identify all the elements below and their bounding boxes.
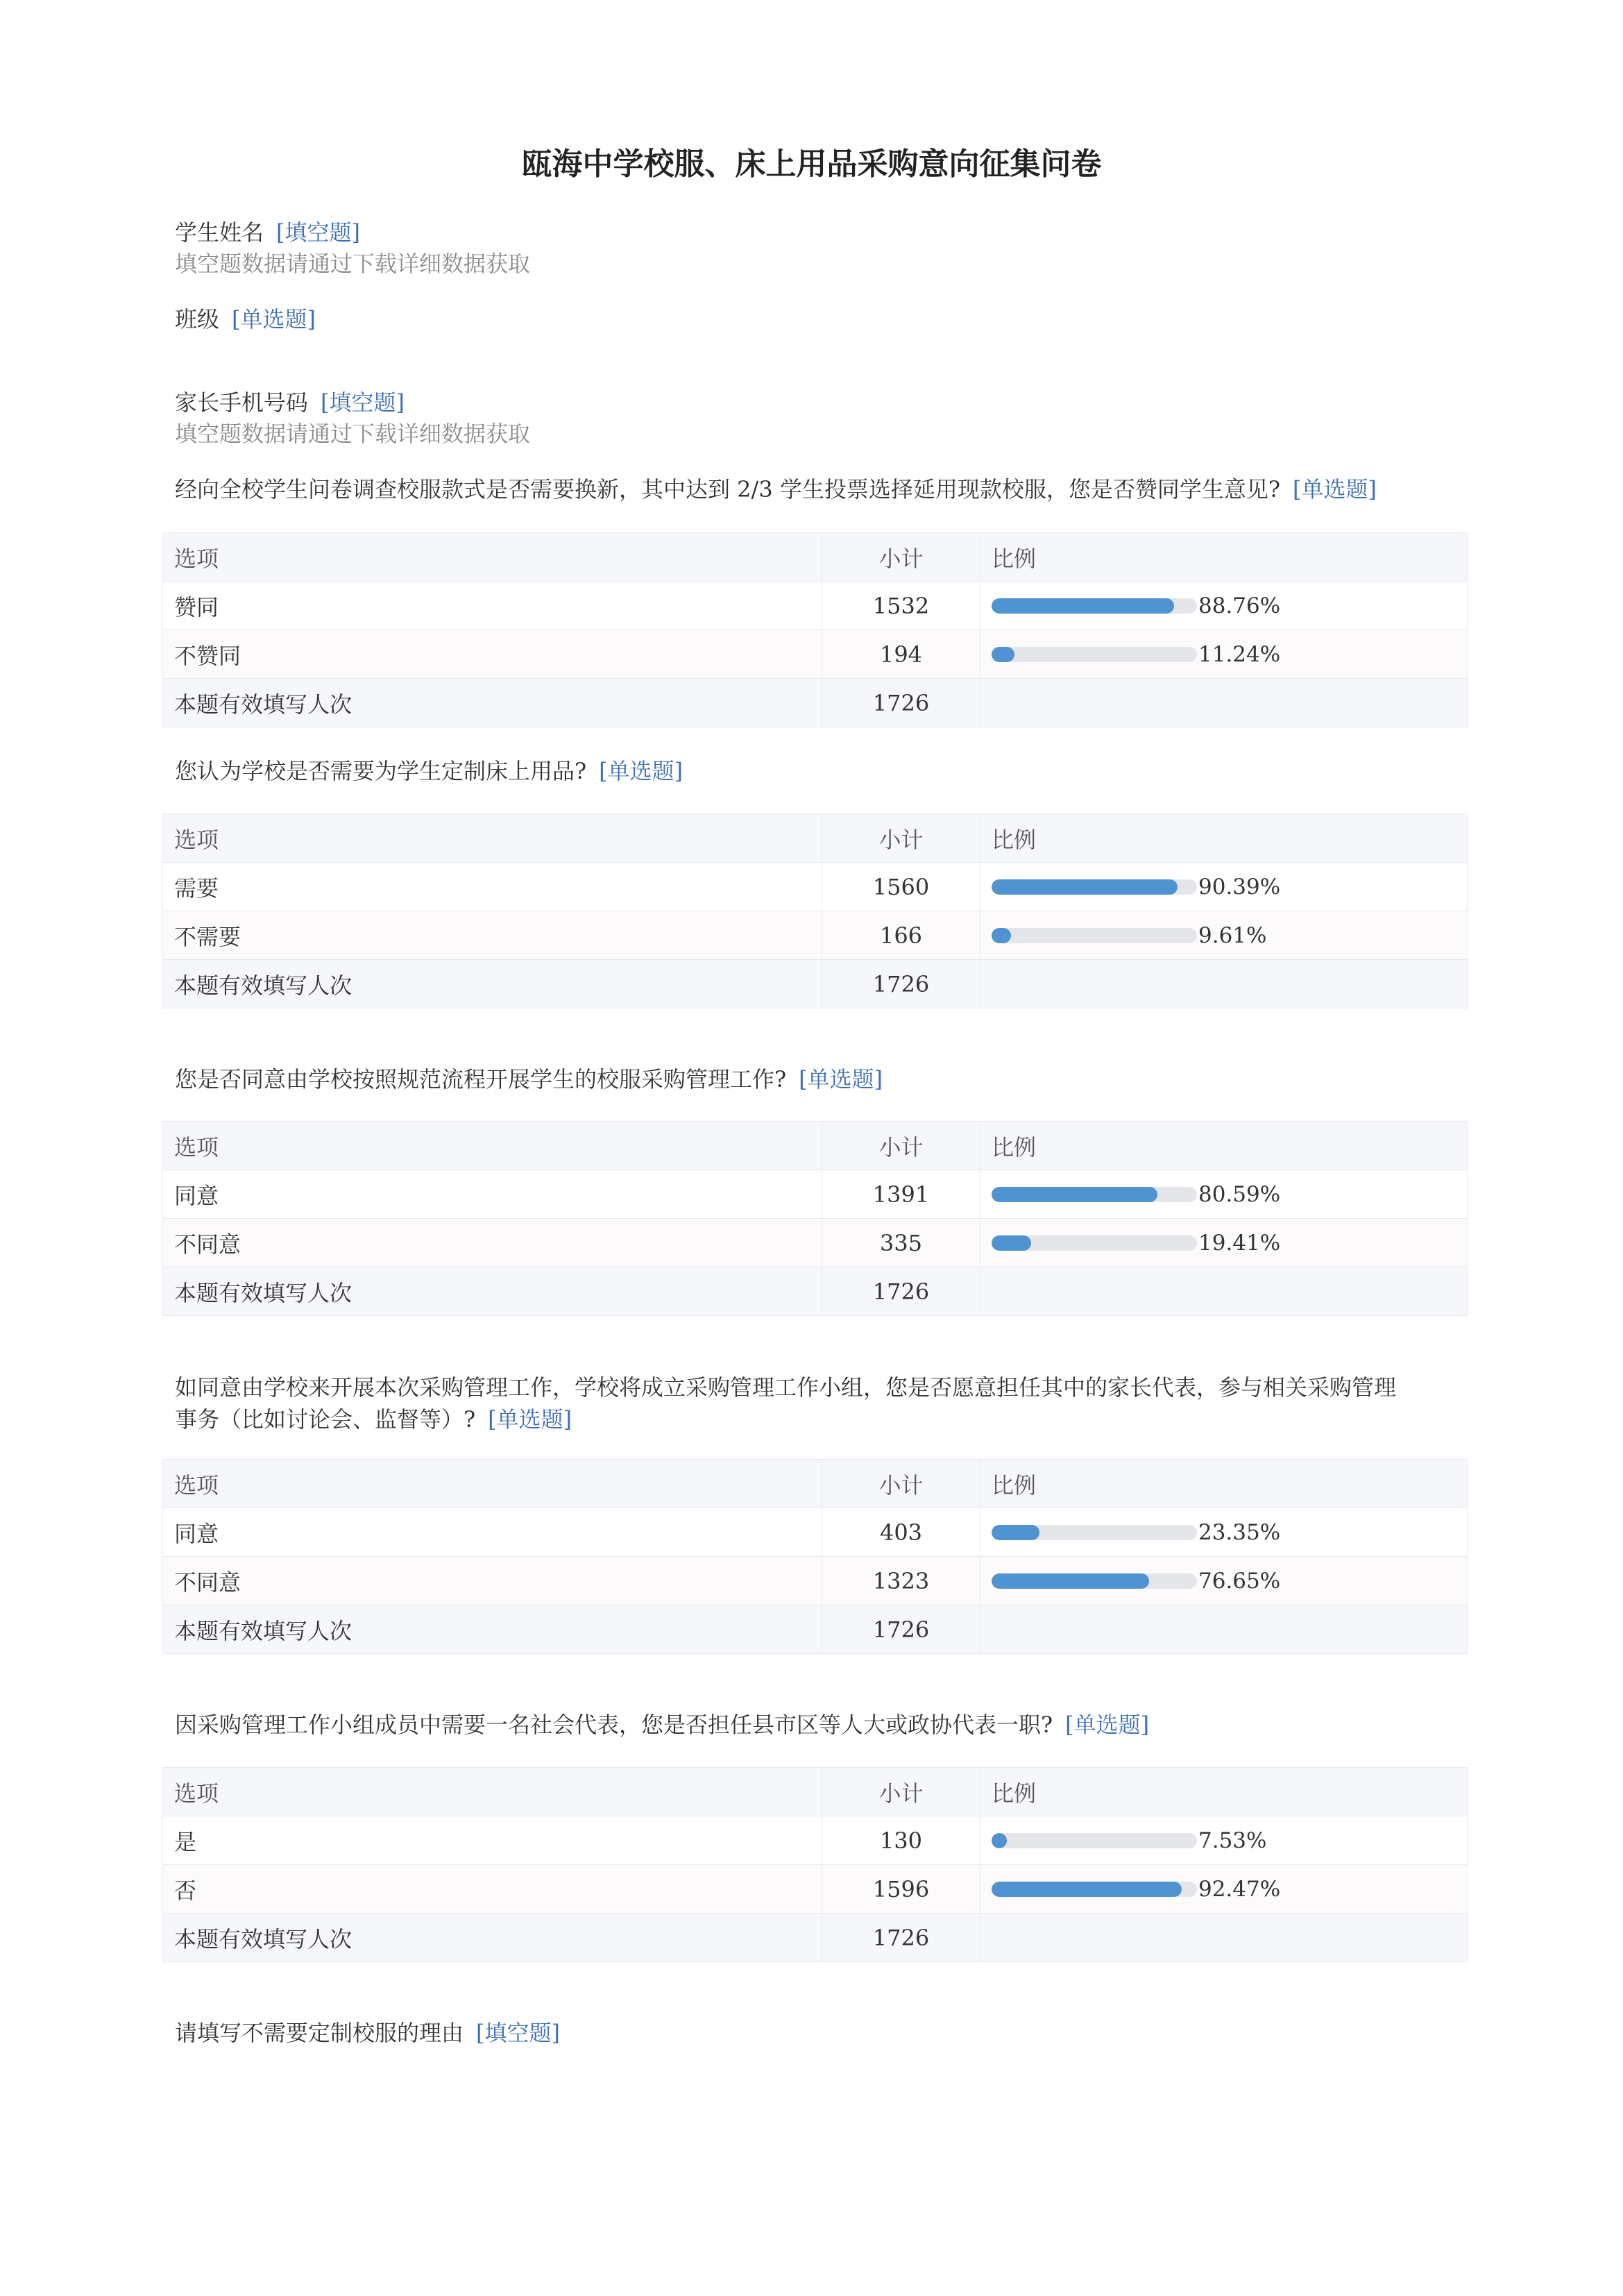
- question-text-line-1: 如同意由学校来开展本次采购管理工作，学校将成立采购管理工作小组，您是否愿意担任其中的家长代表，参与相关采购管理: [175, 1374, 1397, 1401]
- option-label: 赞同: [163, 582, 822, 630]
- table-row: [163, 863, 1468, 911]
- table-header-row: [163, 1122, 1468, 1170]
- header-count: 小计: [822, 814, 980, 863]
- total-count: 1726: [822, 960, 980, 1008]
- header-ratio: 比例: [980, 1122, 1468, 1170]
- ratio-bar: [992, 1235, 1197, 1251]
- table-total-row: [163, 1914, 1468, 1962]
- ratio-percent: 88.76%: [1198, 593, 1281, 618]
- header-ratio: 比例: [980, 533, 1468, 582]
- option-label: 是: [163, 1816, 822, 1865]
- ratio-bar-fill: [992, 1525, 1039, 1540]
- question-text: 学生姓名: [175, 219, 264, 246]
- total-label: 本题有效填写人次: [163, 1605, 822, 1654]
- result-table-q8: [162, 1767, 1468, 1962]
- table-row: [163, 1557, 1468, 1605]
- ratio-bar-fill: [992, 1573, 1149, 1589]
- question-text-line-2: 事务（比如讨论会、监督等）?: [175, 1406, 476, 1433]
- total-label: 本题有效填写人次: [163, 1914, 822, 1962]
- ratio-bar: [992, 1525, 1197, 1540]
- table-row: [163, 1816, 1468, 1865]
- table-row: [163, 582, 1468, 630]
- ratio-bar-fill: [992, 1235, 1031, 1251]
- question-procurement-management: [175, 1063, 1465, 1095]
- question-type-label: [单选题]: [1293, 476, 1377, 503]
- question-text: 因采购管理工作小组成员中需要一名社会代表，您是否担任县市区等人大或政协代表一职?: [175, 1712, 1053, 1738]
- ratio-bar-fill: [992, 879, 1178, 895]
- option-label: 同意: [163, 1170, 822, 1219]
- total-label: 本题有效填写人次: [163, 960, 822, 1008]
- ratio-bar-fill: [992, 647, 1014, 662]
- ratio-bar: [992, 1833, 1197, 1848]
- header-option: 选项: [163, 1460, 822, 1508]
- question-type-label: [单选题]: [232, 306, 316, 332]
- question-type-label: [填空题]: [276, 219, 360, 246]
- table-total-row: [163, 1605, 1468, 1654]
- table-header-row: [163, 533, 1468, 582]
- option-label: 不需要: [163, 911, 822, 960]
- ratio-cell: [980, 582, 1468, 630]
- result-table-q7: [162, 1459, 1468, 1654]
- question-text: 请填写不需要定制校服的理由: [175, 2020, 464, 2046]
- fill-blank-note: 填空题数据请通过下载详细数据获取: [175, 421, 531, 447]
- question-parent-phone: [175, 387, 1465, 449]
- header-ratio: 比例: [980, 814, 1468, 863]
- question-parent-representative: [175, 1371, 1465, 1435]
- table-total-row: [163, 1267, 1468, 1316]
- ratio-percent: 19.41%: [1198, 1230, 1281, 1256]
- ratio-bar-fill: [992, 928, 1011, 943]
- page-title: 瓯海中学校服、床上用品采购意向征集问卷: [521, 146, 1102, 182]
- option-label: 不同意: [163, 1219, 822, 1267]
- ratio-percent: 11.24%: [1198, 641, 1281, 667]
- question-class: [175, 303, 1465, 335]
- ratio-percent: 9.61%: [1198, 922, 1267, 948]
- header-count: 小计: [822, 1460, 980, 1508]
- table-row: [163, 1508, 1468, 1557]
- header-option: 选项: [163, 814, 822, 863]
- ratio-bar: [992, 1187, 1197, 1202]
- ratio-percent: 80.59%: [1198, 1181, 1281, 1207]
- option-count: 166: [822, 911, 980, 960]
- question-text: 班级: [175, 306, 220, 332]
- option-label: 不同意: [163, 1557, 822, 1605]
- ratio-bar-fill: [992, 598, 1174, 614]
- question-uniform-style: [175, 473, 1465, 505]
- ratio-cell: [980, 630, 1468, 679]
- question-type-label: [填空题]: [476, 2020, 560, 2046]
- ratio-cell: [980, 1816, 1468, 1865]
- result-table-q6: [162, 1121, 1468, 1316]
- option-count: 1323: [822, 1557, 980, 1605]
- header-ratio: 比例: [980, 1768, 1468, 1816]
- question-text: 您是否同意由学校按照规范流程开展学生的校服采购管理工作?: [175, 1066, 787, 1092]
- total-label: 本题有效填写人次: [163, 679, 822, 727]
- ratio-cell: [980, 1170, 1468, 1219]
- table-header-row: [163, 1460, 1468, 1508]
- ratio-bar: [992, 647, 1197, 662]
- table-row: [163, 1865, 1468, 1914]
- question-type-label: [填空题]: [321, 389, 405, 416]
- total-count: 1726: [822, 1267, 980, 1316]
- option-label: 不赞同: [163, 630, 822, 679]
- header-ratio: 比例: [980, 1460, 1468, 1508]
- total-count: 1726: [822, 1605, 980, 1654]
- table-total-row: [163, 679, 1468, 727]
- total-count: 1726: [822, 1914, 980, 1962]
- question-text: 家长手机号码: [175, 389, 309, 416]
- ratio-cell: [980, 1219, 1468, 1267]
- ratio-cell: [980, 911, 1468, 960]
- question-social-representative: [175, 1709, 1465, 1741]
- ratio-bar-fill: [992, 1187, 1157, 1202]
- option-count: 403: [822, 1508, 980, 1557]
- option-count: 1532: [822, 582, 980, 630]
- table-total-row: [163, 960, 1468, 1008]
- question-type-label: [单选题]: [488, 1406, 572, 1433]
- table-row: [163, 1219, 1468, 1267]
- ratio-bar: [992, 1573, 1197, 1589]
- option-label: 需要: [163, 863, 822, 911]
- ratio-cell: [980, 1557, 1468, 1605]
- header-option: 选项: [163, 1768, 822, 1816]
- option-count: 1560: [822, 863, 980, 911]
- total-count: 1726: [822, 679, 980, 727]
- header-count: 小计: [822, 1768, 980, 1816]
- result-table-q5: [162, 813, 1468, 1008]
- ratio-percent: 92.47%: [1198, 1876, 1281, 1902]
- question-bedding: [175, 755, 1465, 787]
- fill-blank-note: 填空题数据请通过下载详细数据获取: [175, 251, 531, 277]
- option-count: 194: [822, 630, 980, 679]
- option-count: 1596: [822, 1865, 980, 1914]
- option-label: 否: [163, 1865, 822, 1914]
- table-row: [163, 630, 1468, 679]
- ratio-percent: 23.35%: [1198, 1519, 1281, 1545]
- header-option: 选项: [163, 1122, 822, 1170]
- table-header-row: [163, 814, 1468, 863]
- option-count: 1391: [822, 1170, 980, 1219]
- table-row: [163, 1170, 1468, 1219]
- option-count: 130: [822, 1816, 980, 1865]
- question-type-label: [单选题]: [799, 1066, 883, 1092]
- header-count: 小计: [822, 1122, 980, 1170]
- question-text: 经向全校学生问卷调查校服款式是否需要换新，其中达到 2/3 学生投票选择延用现款校服，您是否赞同学生意见?: [175, 476, 1281, 503]
- ratio-percent: 90.39%: [1198, 874, 1281, 900]
- question-type-label: [单选题]: [1065, 1712, 1150, 1738]
- ratio-bar: [992, 928, 1197, 943]
- ratio-cell: [980, 1508, 1468, 1557]
- question-text: 您认为学校是否需要为学生定制床上用品?: [175, 758, 587, 784]
- result-table-q4: [162, 532, 1468, 727]
- ratio-bar: [992, 598, 1197, 614]
- ratio-percent: 7.53%: [1198, 1827, 1267, 1853]
- ratio-bar-fill: [992, 1833, 1007, 1848]
- ratio-cell: [980, 863, 1468, 911]
- question-student-name: [175, 217, 1465, 279]
- ratio-cell: [980, 1865, 1468, 1914]
- table-row: [163, 911, 1468, 960]
- table-header-row: [163, 1768, 1468, 1816]
- ratio-percent: 76.65%: [1198, 1568, 1281, 1594]
- option-label: 同意: [163, 1508, 822, 1557]
- total-label: 本题有效填写人次: [163, 1267, 822, 1316]
- question-no-uniform-reason: [175, 2017, 1465, 2049]
- ratio-bar: [992, 1882, 1197, 1897]
- header-count: 小计: [822, 533, 980, 582]
- question-type-label: [单选题]: [599, 758, 683, 784]
- ratio-bar: [992, 879, 1197, 895]
- ratio-bar-fill: [992, 1882, 1182, 1897]
- option-count: 335: [822, 1219, 980, 1267]
- header-option: 选项: [163, 533, 822, 582]
